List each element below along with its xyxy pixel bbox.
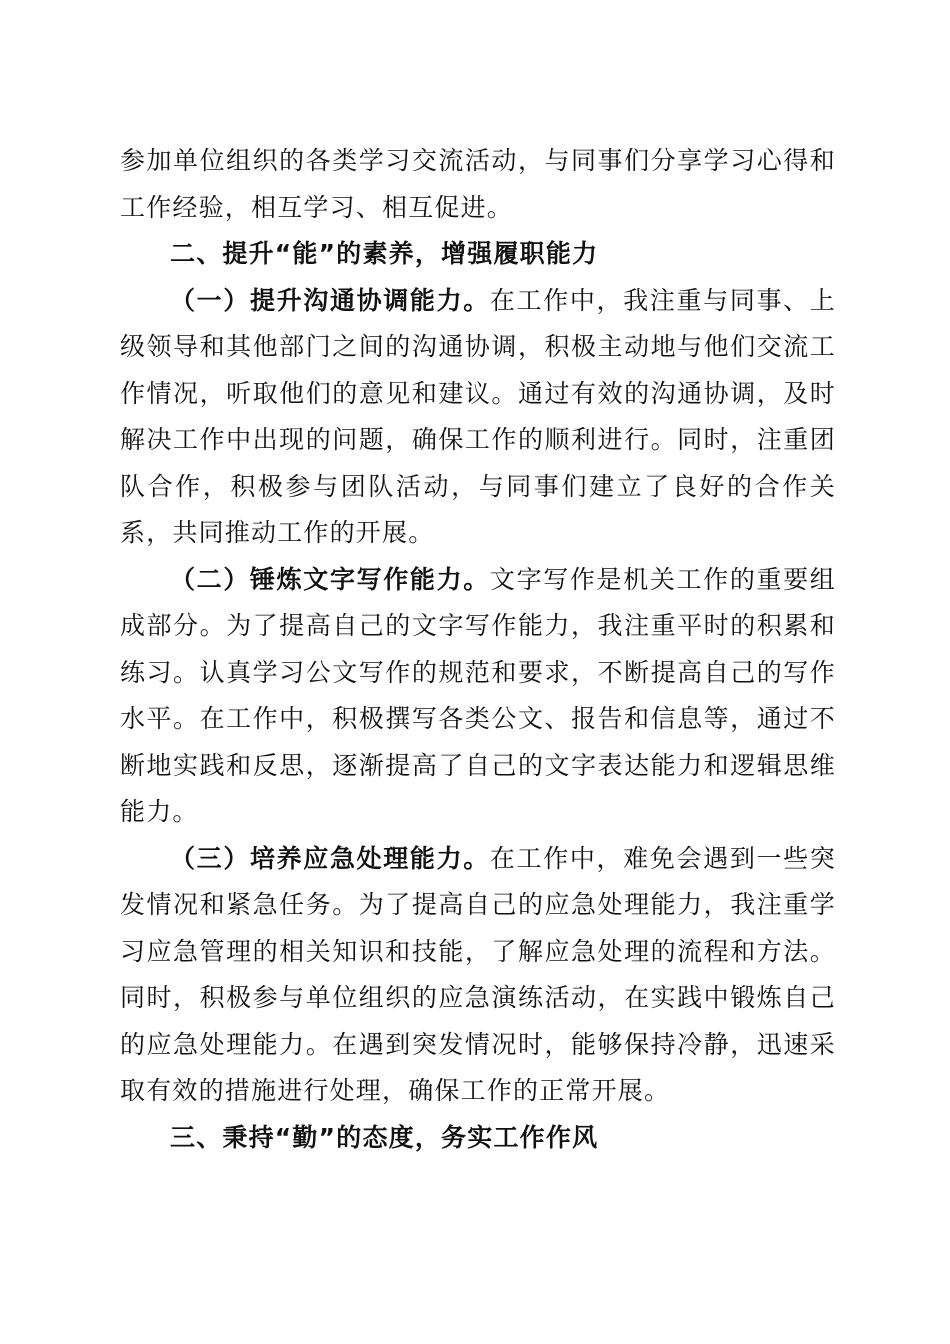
- subsection-paragraph-2: [120, 557, 836, 836]
- section-heading-2: 二、提升“能”的素养，增强履职能力: [170, 239, 599, 268]
- continuation-text: 参加单位组织的各类学习交流活动，与同事们分享学习心得和工作经验，相互学习、相互促进。: [120, 146, 836, 222]
- subsection-body-2: 文字写作是机关工作的重要组成部分。为了提高自己的文字写作能力，我注重平时的积累和练习。认真学习公文写作的规范和要求，不断提高自己的写作水平。在工作中，积极撰写各类公文、报告和信息等，通过不断地实践和反思，逐渐提高了自己的文字表达能力和逻辑思维能力。: [120, 564, 836, 826]
- section-heading-3: 三、秉持“勤”的态度，务实工作作风: [170, 1122, 599, 1152]
- subsection-lead-2: （二）锤炼文字写作能力。: [170, 564, 490, 594]
- document-body: [120, 138, 836, 1161]
- subsection-body-1: 在工作中，我注重与同事、上级领导和其他部门之间的沟通协调，积极主动地与他们交流工作情况，听取他们的意见和建议。通过有效的沟通协调，及时解决工作中出现的问题，确保工作的顺利进行。同时，注重团队合作，积极参与团队活动，与同事们建立了良好的合作关系，共同推动工作的开展。: [120, 285, 836, 547]
- subsection-lead-1: （一）提升沟通协调能力。: [170, 285, 490, 315]
- subsection-lead-3: （三）培养应急处理能力。: [170, 843, 490, 873]
- subsection-paragraph-1: [120, 278, 836, 557]
- subsection-paragraph-3: [120, 836, 836, 1115]
- subsection-body-3: 在工作中，难免会遇到一些突发情况和紧急任务。为了提高自己的应急处理能力，我注重学习应急管理的相关知识和技能，了解应急处理的流程和方法。同时，积极参与单位组织的应急演练活动，在实践中锻炼自己的应急处理能力。在遇到突发情况时，能够保持冷静，迅速采取有效的措施进行处理，确保工作的正常开展。: [120, 843, 836, 1105]
- continuation-paragraph: [120, 138, 836, 231]
